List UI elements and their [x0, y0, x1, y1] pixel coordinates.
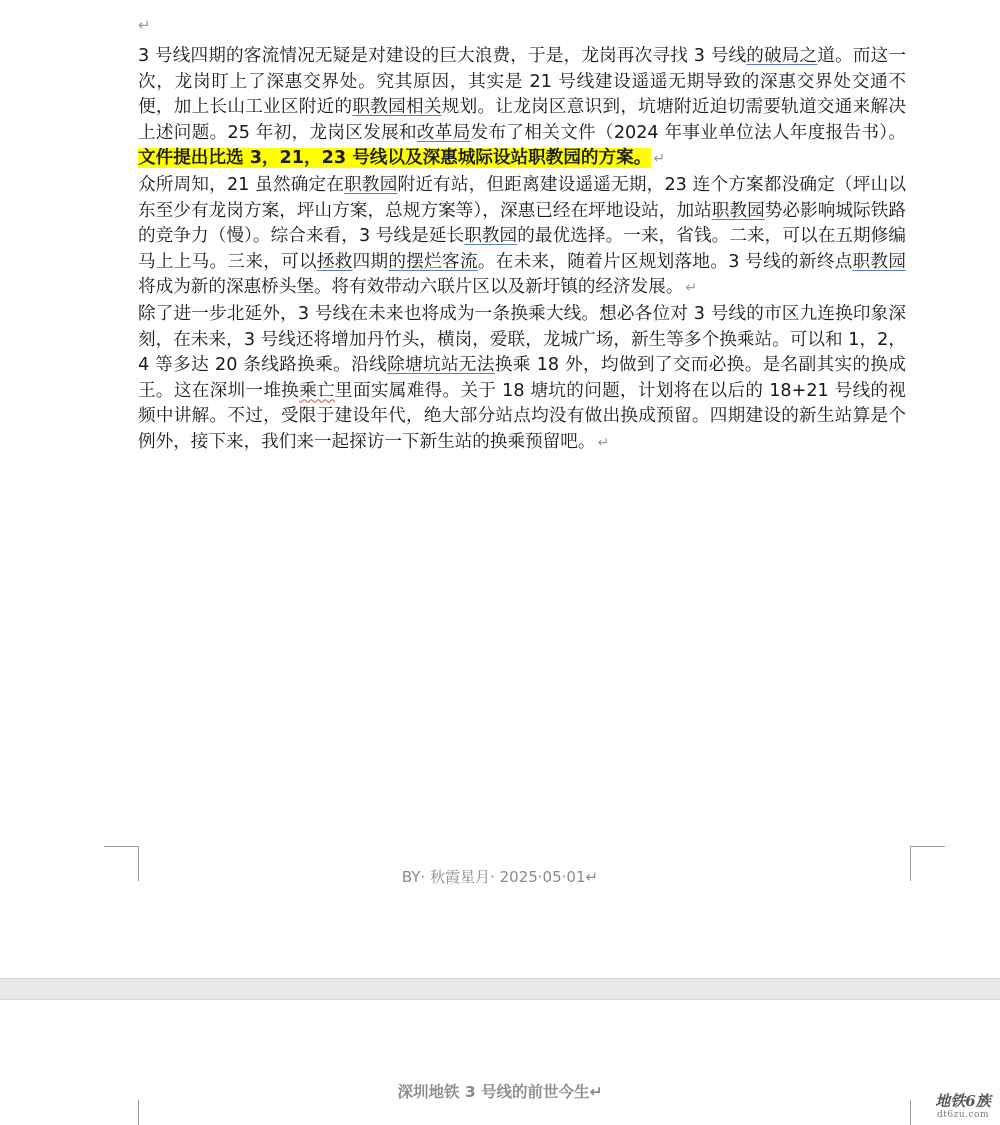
text-run: 。在未来，随着片区规划落地。3 号线的新终点	[477, 251, 853, 272]
page-gap	[0, 978, 1000, 1000]
text-run: 换乘 18 外，均做到了交而必换。是名副其实的换成王。这在深圳一堆换	[138, 355, 906, 401]
document-body[interactable]	[138, 44, 906, 457]
watermark-logo-text: 地铁6族	[935, 1092, 991, 1110]
grammar-underlined-text: 职教园	[344, 174, 398, 195]
grammar-underlined-text: 的破局之	[746, 46, 818, 66]
text-run: 发布了相关文件（2024 年事业单位法人年度报告书）。	[470, 122, 906, 143]
text-run: 除了进一步北延外，3 号线在未来也将成为一条换乘大线。想必各位对 3 号线的市区九连换印象深刻，在未来，3 号线还将增加丹竹头，横岗，爱联，龙城广场，新生等多个换乘站。可以和 1，2，4 等多达 20 条线路换乘。沿线	[138, 303, 906, 376]
page-header[interactable]: 深圳地铁 3 号线的前世今生↵	[397, 1083, 603, 1101]
grammar-underlined-text: 改革局	[416, 122, 471, 143]
page-footer[interactable]: BY· 秋霞星月· 2025·05·01↵	[401, 868, 599, 886]
text-run: 众所周知，21 虽然确定在	[138, 174, 345, 195]
paragraph-2[interactable]	[138, 173, 906, 302]
paragraph-mark: ↵	[597, 434, 610, 451]
text-run: 3 号线四期的客流情况无疑是对建设的巨大浪费，于是，龙岗再次寻找 3 号线	[138, 46, 747, 66]
spelling-underlined-text: 乘亡	[299, 380, 336, 401]
crop-mark-top-left	[104, 1100, 139, 1125]
paragraph-mark: ↵	[653, 151, 666, 168]
text-run: 规划。让龙岗区意识到，坑塘附近迫切需要轨道交通来解决上述问题。25 年初，龙岗区发展和	[138, 97, 906, 143]
text-run: 的最优选择。一来，省钱。二来，可以在五期修编马上上马。三来，可以	[138, 226, 906, 272]
paragraph-mark: ↵	[685, 280, 698, 297]
grammar-underlined-text: 职教园	[464, 226, 518, 247]
grammar-underlined-text: 职教园	[852, 251, 906, 272]
grammar-underlined-text: 职教园相关	[352, 97, 442, 118]
paragraph-mark: ↵	[138, 16, 151, 34]
grammar-underlined-text: 的摆烂客流	[388, 251, 478, 272]
text-run: 里面实属难得。关于 18 塘坑的问题，计划将在以后的 18+21 号线的视频中讲解。不过，受限于建设年代，绝大部分站点均没有做出换成预留。四期建设的新生站算是个例外，接下来，我们来一起探访一下新生站的换乘预留吧。	[138, 380, 906, 452]
document-page-2	[0, 1000, 1000, 1125]
text-run: 四期	[352, 251, 389, 272]
highlighted-text: 文件提出比选 3，21，23 号线以及深惠城际设站职教园的方案。	[138, 148, 652, 169]
text-run: 势必影响城际铁路的竞争力（慢）。综合来看，3 号线是延长	[138, 200, 906, 247]
grammar-underlined-text: 拯救	[316, 251, 353, 272]
text-run: 道。而这一次，龙岗盯上了深惠交界处。究其原因，其实是 21 号线建设遥遥无期导致的深惠交界处交通不便，加上长山工业区附近的	[138, 46, 906, 118]
grammar-underlined-text: 职教园	[711, 200, 765, 221]
grammar-underlined-text: 除塘坑站无法	[387, 355, 495, 376]
watermark-url: dt6zu.com	[937, 1110, 989, 1120]
text-run: 附近有站，但距离建设遥遥无期，23 连个方案都没确定（坪山以东至少有龙岗方案，坪山方案，总规方案等），深惠已经在坪地设站，加站	[138, 174, 906, 221]
paragraph-1[interactable]	[138, 44, 906, 173]
paragraph-3[interactable]	[138, 302, 906, 457]
site-watermark	[932, 1092, 994, 1120]
text-run: 将成为新的深惠桥头堡。将有效带动六联片区以及新圩镇的经济发展。	[138, 277, 684, 298]
